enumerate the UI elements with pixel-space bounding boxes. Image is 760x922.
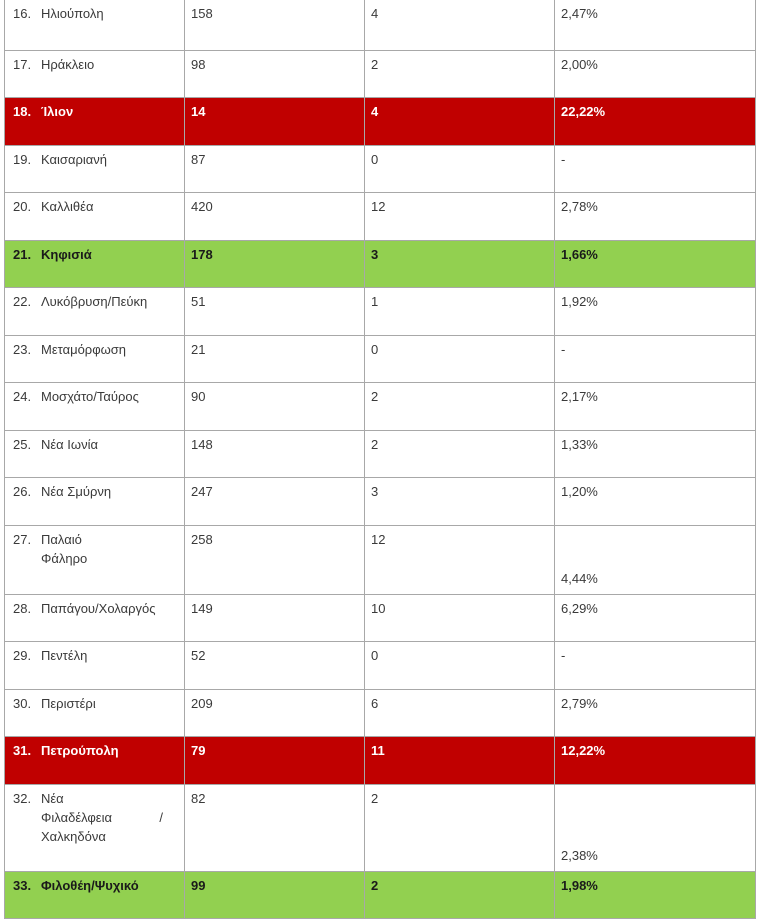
municipality-name-line: Ηλιούπολη [41, 6, 104, 21]
percentage-cell [555, 594, 756, 641]
row-number: 28. [13, 600, 32, 616]
table-row [5, 287, 756, 335]
municipality-cell [5, 689, 185, 736]
value-cell-1: 87 [185, 145, 365, 192]
value-cell-2: 2 [365, 430, 555, 477]
percentage-value: 2,38% [561, 847, 598, 863]
percentage-cell [555, 641, 756, 689]
municipality-cell [5, 641, 185, 689]
municipality-cell [5, 871, 185, 918]
percentage-value: - [561, 341, 566, 357]
percentage-value: 6,29% [561, 600, 598, 616]
percentage-value: 1,98% [561, 877, 598, 893]
municipality-cell [5, 430, 185, 477]
percentage-value: 2,79% [561, 695, 598, 711]
municipality-cell [5, 97, 185, 145]
municipality-cell [5, 594, 185, 641]
row-number: 33. [13, 877, 32, 893]
value-cell-2: 0 [365, 145, 555, 192]
municipality-name-line: Νέα Σμύρνη [41, 483, 112, 499]
municipality-name [41, 245, 92, 264]
municipality-name-line: Περιστέρι [41, 695, 96, 711]
municipality-name-line: Νέα Ιωνία [41, 436, 98, 452]
table-body [5, 0, 756, 918]
value-cell-2: 12 [365, 525, 555, 594]
municipality-name [41, 482, 111, 501]
municipality-name [41, 741, 119, 760]
value-cell-2: 12 [365, 192, 555, 240]
value-cell-2: 0 [365, 335, 555, 382]
percentage-cell [555, 145, 756, 192]
percentage-cell [555, 50, 756, 97]
row-number: 27. [13, 531, 32, 547]
row-number: 17. [13, 56, 32, 72]
municipality-name [41, 55, 94, 74]
table-row [5, 192, 756, 240]
value-cell-1: 51 [185, 287, 365, 335]
municipality-cell [5, 192, 185, 240]
table-row [5, 97, 756, 145]
municipality-name-line: Παπάγου/Χολαργός [41, 600, 156, 616]
value-cell-1: 21 [185, 335, 365, 382]
value-cell-2: 2 [365, 784, 555, 871]
percentage-cell [555, 784, 756, 871]
percentage-value: 1,92% [561, 293, 598, 309]
value-cell-2: 0 [365, 641, 555, 689]
municipality-cell [5, 287, 185, 335]
municipality-name-line: Λυκόβρυση/Πεύκη [41, 293, 148, 309]
row-number: 23. [13, 341, 32, 357]
table-row [5, 335, 756, 382]
value-cell-2: 4 [365, 0, 555, 50]
percentage-cell [555, 689, 756, 736]
row-number: 32. [13, 790, 32, 806]
municipality-cell [5, 335, 185, 382]
table-row [5, 50, 756, 97]
municipality-cell [5, 240, 185, 287]
percentage-cell [555, 525, 756, 594]
value-cell-2: 3 [365, 477, 555, 525]
municipality-name-line: Ηράκλειο [41, 56, 95, 72]
percentage-cell [555, 382, 756, 430]
value-cell-1: 158 [185, 0, 365, 50]
municipality-name-line: Παλαιό [41, 531, 82, 547]
table-row [5, 736, 756, 784]
table-row [5, 641, 756, 689]
municipality-cell [5, 0, 185, 50]
municipality-name [41, 150, 107, 169]
municipality-name [41, 789, 163, 846]
municipality-name-line: Χαλκηδόνα [41, 828, 106, 844]
percentage-value: 1,66% [561, 246, 598, 262]
percentage-cell [555, 430, 756, 477]
value-cell-1: 90 [185, 382, 365, 430]
municipality-name-line: Ίλιον [41, 103, 74, 119]
table-row [5, 382, 756, 430]
table-row [5, 477, 756, 525]
value-cell-1: 98 [185, 50, 365, 97]
percentage-cell [555, 477, 756, 525]
row-number: 25. [13, 436, 32, 452]
value-cell-1: 99 [185, 871, 365, 918]
row-number: 22. [13, 293, 32, 309]
value-cell-2: 4 [365, 97, 555, 145]
municipality-cell [5, 382, 185, 430]
percentage-value: - [561, 647, 566, 663]
table-row [5, 0, 756, 50]
value-cell-2: 1 [365, 287, 555, 335]
row-number: 18. [13, 103, 32, 119]
row-number: 29. [13, 647, 32, 663]
percentage-cell [555, 192, 756, 240]
value-cell-1: 420 [185, 192, 365, 240]
municipality-name [41, 387, 139, 406]
table-row [5, 594, 756, 641]
row-number: 16. [13, 6, 32, 21]
table-row [5, 430, 756, 477]
municipality-name-line: Μεταμόρφωση [41, 341, 127, 357]
value-cell-1: 82 [185, 784, 365, 871]
value-cell-1: 247 [185, 477, 365, 525]
percentage-value: 22,22% [561, 103, 606, 119]
percentage-value: 1,33% [561, 436, 598, 452]
municipality-name [41, 340, 126, 359]
municipality-name [41, 102, 73, 121]
row-number: 20. [13, 198, 32, 214]
value-cell-2: 2 [365, 50, 555, 97]
percentage-value: 2,17% [561, 388, 598, 404]
percentage-cell [555, 736, 756, 784]
value-cell-1: 148 [185, 430, 365, 477]
value-cell-2: 3 [365, 240, 555, 287]
municipality-cell [5, 736, 185, 784]
percentage-cell [555, 240, 756, 287]
municipality-cell [5, 525, 185, 594]
percentage-cell [555, 287, 756, 335]
municipality-name-line: Φιλοθέη/Ψυχικό [41, 877, 139, 893]
value-cell-1: 178 [185, 240, 365, 287]
table-row [5, 240, 756, 287]
municipality-name-line: Νέα [41, 790, 64, 806]
row-number: 30. [13, 695, 32, 711]
value-cell-1: 149 [185, 594, 365, 641]
table-row [5, 784, 756, 871]
municipality-name [41, 694, 96, 713]
percentage-value: 1,20% [561, 483, 598, 499]
municipality-name [41, 197, 93, 216]
row-number: 19. [13, 151, 32, 167]
data-table [4, 0, 756, 919]
percentage-cell [555, 335, 756, 382]
municipality-name [41, 292, 147, 311]
municipality-cell [5, 784, 185, 871]
row-number: 24. [13, 388, 32, 404]
municipality-cell [5, 50, 185, 97]
municipality-name-line: Φάληρο [41, 550, 88, 566]
percentage-cell [555, 97, 756, 145]
table-row [5, 871, 756, 918]
municipality-name-line: Καισαριανή [41, 151, 107, 167]
row-number: 31. [13, 742, 32, 758]
municipality-name [41, 435, 98, 454]
percentage-value: 12,22% [561, 742, 606, 758]
municipality-name [41, 4, 104, 23]
municipality-cell [5, 145, 185, 192]
percentage-cell [555, 871, 756, 918]
percentage-value: - [561, 151, 566, 167]
municipality-name-line: Φιλαδέλφεια / [41, 809, 163, 825]
table-row [5, 689, 756, 736]
percentage-value: 2,47% [561, 6, 598, 21]
row-number: 21. [13, 246, 32, 262]
value-cell-1: 52 [185, 641, 365, 689]
municipality-name [41, 530, 87, 568]
municipality-name-line: Κηφισιά [41, 246, 92, 262]
municipality-name [41, 646, 87, 665]
value-cell-2: 2 [365, 382, 555, 430]
municipality-name-line: Μοσχάτο/Ταύρος [41, 388, 139, 404]
percentage-value: 4,44% [561, 570, 598, 586]
percentage-value: 2,78% [561, 198, 598, 214]
municipality-name [41, 599, 156, 618]
municipality-name-line: Πεντέλη [41, 647, 88, 663]
table-row [5, 525, 756, 594]
value-cell-2: 10 [365, 594, 555, 641]
municipality-cell [5, 477, 185, 525]
row-number: 26. [13, 483, 32, 499]
value-cell-1: 14 [185, 97, 365, 145]
value-cell-2: 6 [365, 689, 555, 736]
municipality-name-line: Καλλιθέα [41, 198, 94, 214]
percentage-value: 2,00% [561, 56, 598, 72]
municipality-name [41, 876, 139, 895]
value-cell-1: 258 [185, 525, 365, 594]
value-cell-2: 11 [365, 736, 555, 784]
value-cell-2: 2 [365, 871, 555, 918]
municipality-name-line: Πετρούπολη [41, 742, 119, 758]
percentage-cell [555, 0, 756, 50]
value-cell-1: 209 [185, 689, 365, 736]
table-row [5, 145, 756, 192]
value-cell-1: 79 [185, 736, 365, 784]
